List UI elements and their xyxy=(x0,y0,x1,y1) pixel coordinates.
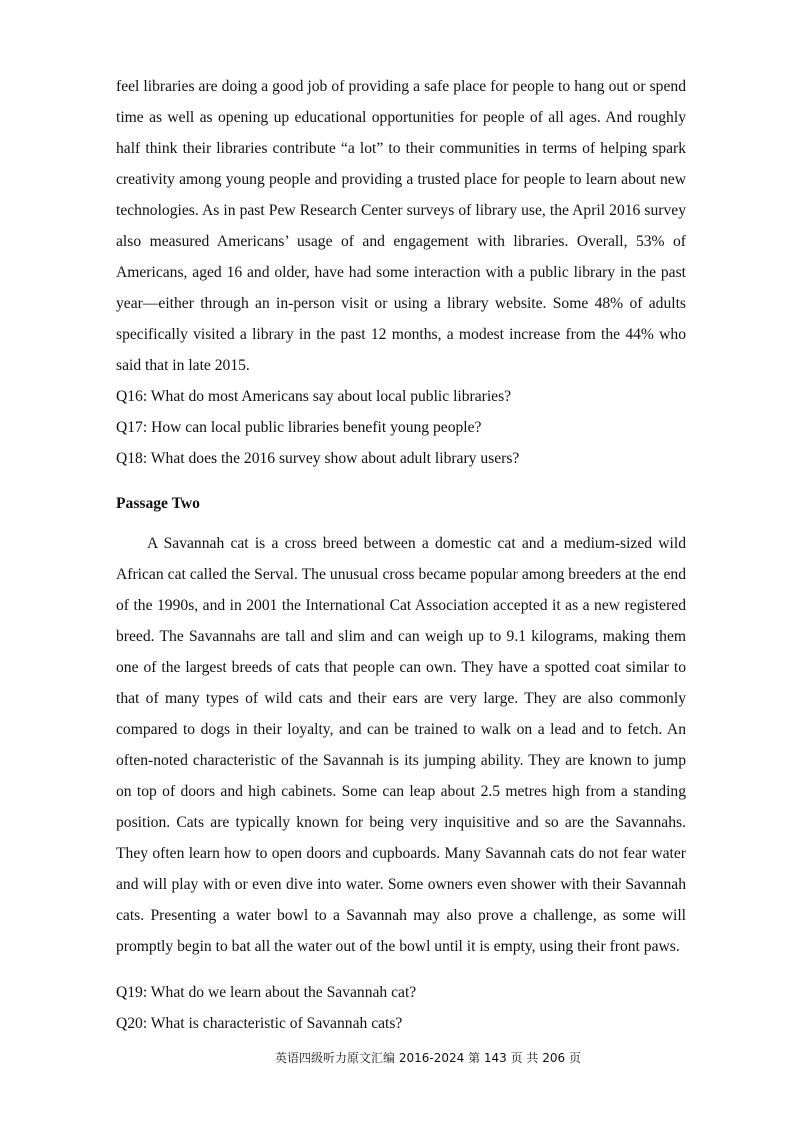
section-spacer xyxy=(116,962,686,977)
page-content xyxy=(116,71,686,1039)
question-19: Q19: What do we learn about the Savannah cat? xyxy=(116,984,417,1001)
passage-two-heading: Passage Two xyxy=(116,495,200,512)
question-16: Q16: What do most Americans say about local public libraries? xyxy=(116,388,512,405)
page-footer: 英语四级听力原文汇编 2016-2024 第 143 页 共 206 页 xyxy=(275,1051,581,1065)
question-17: Q17: How can local public libraries benefit young people? xyxy=(116,419,482,436)
question-20: Q20: What is characteristic of Savannah cats? xyxy=(116,1015,403,1032)
passage-two-body: A Savannah cat is a cross breed between a domestic cat and a medium-sized wild African cat called the Serval. The unusual cross became popular among breeders at the end of the 1990s, and in 2001 the International Cat Association accepted it as a new registered breed. The Savannahs are tall and slim and can weigh up to 9.1 kilograms, making them one of the largest breeds of cats that people can own. They have a spotted coat similar to that of many types of wild cats and their ears are very large. They are also commonly compared to dogs in their loyalty, and can be trained to walk on a lead and to fetch. An often-noted characteristic of the Savannah is its jumping ability. They are known to jump on top of doors and high cabinets. Some can leap about 2.5 metres high from a standing position. Cats are typically known for being very inquisitive and so are the Savannahs. They often learn how to open doors and cupboards. Many Savannah cats do not fear water and will play with or even dive into water. Some owners even shower with their Savannah cats. Presenting a water bowl to a Savannah may also prove a challenge, as some will promptly begin to bat all the water out of the bowl until it is empty, using their front paws. xyxy=(116,535,686,955)
passage-one-continuation: feel libraries are doing a good job of providing a safe place for people to hang out or spend time as well as opening up educational opportunities for people of all ages. And roughly half think their libraries contribute “a lot” to their communities in terms of helping spark creativity among young people and providing a trusted place for people to learn about new technologies. As in past Pew Research Center surveys of library use, the April 2016 survey also measured Americans’ usage of and engagement with libraries. Overall, 53% of Americans, aged 16 and older, have had some interaction with a public library in the past year—either through an in-person visit or using a library website. Some 48% of adults specifically visited a library in the past 12 months, a modest increase from the 44% who said that in late 2015. xyxy=(116,78,686,374)
question-18: Q18: What does the 2016 survey show about adult library users? xyxy=(116,450,520,467)
